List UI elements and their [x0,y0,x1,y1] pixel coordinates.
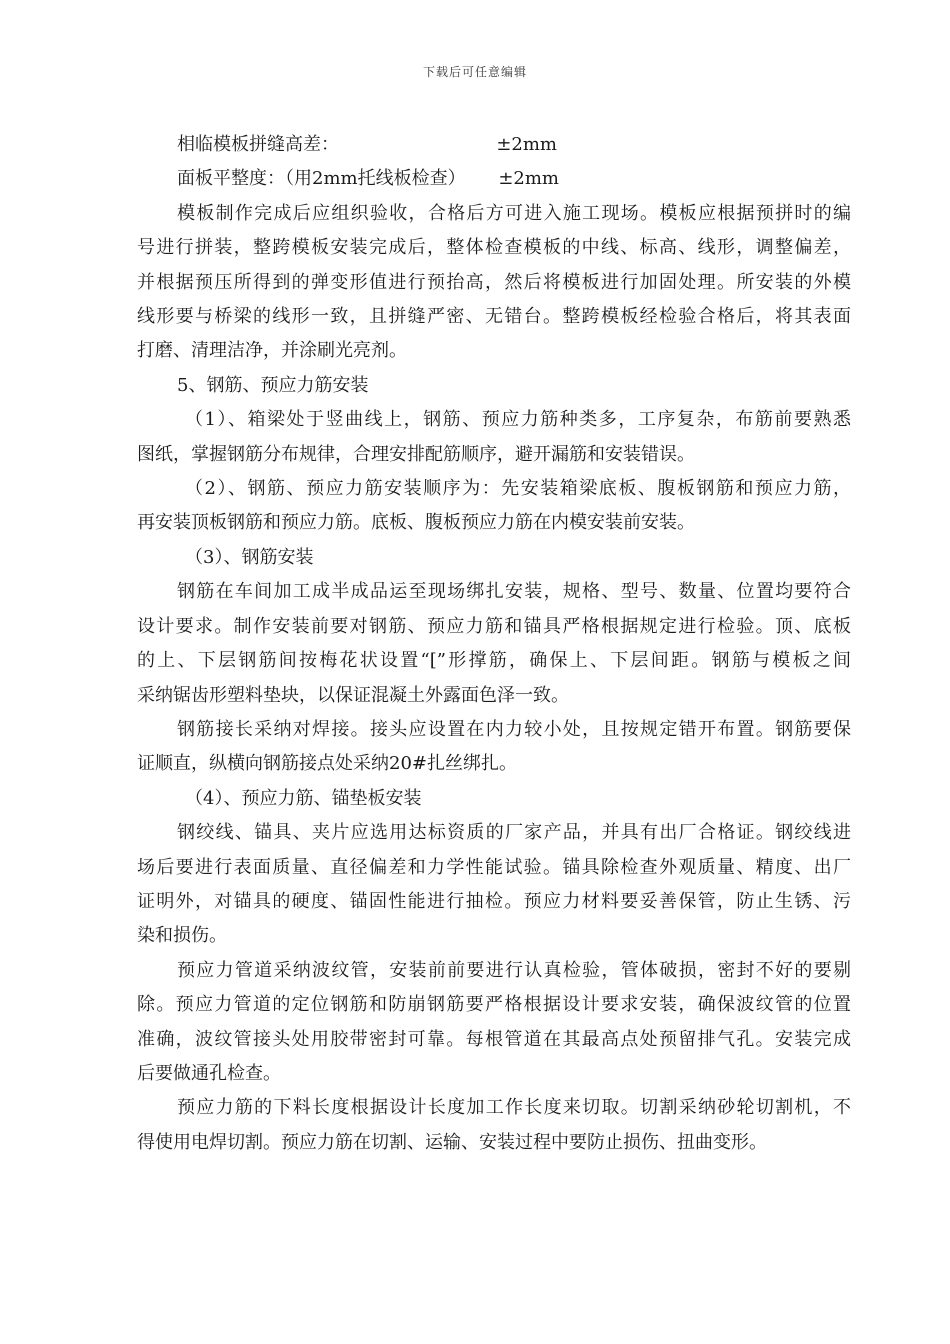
text-line: 预应力筋的下料长度根据设计长度加工作长度来切取。切割采纳砂轮切割机，不 [177,1097,851,1119]
spec-value: ±2mm [496,134,557,155]
paragraphs [137,197,851,1160]
text-line: 打磨、清理洁净，并涂刷光亮剂。 [137,340,407,362]
text-line: 5、钢筋、预应力筋安装 [177,374,369,396]
text-line: 再安装顶板钢筋和预应力筋。底板、腹板预应力筋在内模安装前安装。 [137,512,695,534]
text-line: 证明外，对锚具的硬度、锚固性能进行抽检。预应力材料要妥善保管，防止生锈、污 [137,890,851,912]
paragraph [137,954,851,1092]
spec-label: 面板平整度：（用2mm托线板检查） [177,168,466,190]
text-line: 号进行拼装，整跨模板安装完成后，整体检查模板的中线、标高、线形，调整偏差， [137,237,851,259]
text-line: 染和损伤。 [137,925,227,947]
text-line: （2）、钢筋、预应力筋安装顺序为：先安装箱梁底板、腹板钢筋和预应力筋， [185,478,851,500]
text-line: 采纳锯齿形塑料垫块，以保证混凝土外露面色泽一致。 [137,684,569,706]
text-line: 模板制作完成后应组织验收，合格后方可进入施工现场。模板应根据预拼时的编 [177,202,851,224]
text-line: 证顺直，纵横向钢筋接点处采纳20#扎丝绑扎。 [137,753,517,775]
paragraph [137,713,851,782]
text-line: 得使用电焊切割。预应力筋在切割、运输、安装过程中要防止损伤、扭曲变形。 [137,1131,767,1153]
paragraph [137,541,851,575]
paragraph [137,782,851,816]
text-line: 钢筋在车间加工成半成品运至现场绑扎安装，规格、型号、数量、位置均要符合 [177,581,851,603]
text-line: 线形要与桥梁的线形一致，且拼缝严密、无错台。整跨模板经检验合格后，将其表面 [137,306,851,328]
text-line: 准确，波纹管接头处用胶带密封可靠。每根管道在其最高点处预留排气孔。安装完成 [137,1028,851,1050]
page-header: 下载后可任意编辑 [422,65,527,79]
text-line: 并根据预压所得到的弹变形值进行预抬高，然后将模板进行加固处理。所安装的外模 [137,271,851,293]
text-line: 除。预应力管道的定位钢筋和防崩钢筋要严格根据设计要求安装，确保波纹管的位置 [137,994,851,1016]
text-line: 钢筋接长采纳对焊接。接头应设置在内力较小处，且按规定错开布置。钢筋要保 [177,718,851,740]
spec-line [137,128,557,162]
text-line: （4）、预应力筋、锚垫板安装 [185,787,422,809]
spec-value: ±2mm [498,168,559,190]
paragraph [137,575,851,713]
text-line: （1）、箱梁处于竖曲线上，钢筋、预应力筋种类多，工序复杂，布筋前要熟悉 [185,409,851,431]
paragraph [137,816,851,954]
paragraph [137,1091,851,1160]
document-body [137,128,851,1160]
text-line: 后要做通孔检查。 [137,1062,281,1084]
text-line: 钢绞线、锚具、夹片应选用达标资质的厂家产品，并具有出厂合格证。钢绞线进 [177,822,851,844]
text-line: （3）、钢筋安装 [185,546,314,568]
text-line: 设计要求。制作安装前要对钢筋、预应力筋和锚具严格根据规定进行检验。顶、底板 [137,615,851,637]
text-line: 预应力管道采纳波纹管，安装前前要进行认真检验，管体破损，密封不好的要剔 [177,959,851,981]
paragraph [137,472,851,541]
text-line: 的上、下层钢筋间按梅花状设置“[”形撑筋，确保上、下层间距。钢筋与模板之间 [137,650,851,672]
spec-line [137,162,559,196]
paragraph [137,403,851,472]
paragraph [137,197,851,369]
spec-label: 相临模板拼缝高差： [177,134,339,155]
paragraph [137,369,851,403]
text-line: 图纸，掌握钢筋分布规律，合理安排配筋顺序，避开漏筋和安装错误。 [137,443,695,465]
text-line: 场后要进行表面质量、直径偏差和力学性能试验。锚具除检查外观质量、精度、出厂 [137,856,851,878]
